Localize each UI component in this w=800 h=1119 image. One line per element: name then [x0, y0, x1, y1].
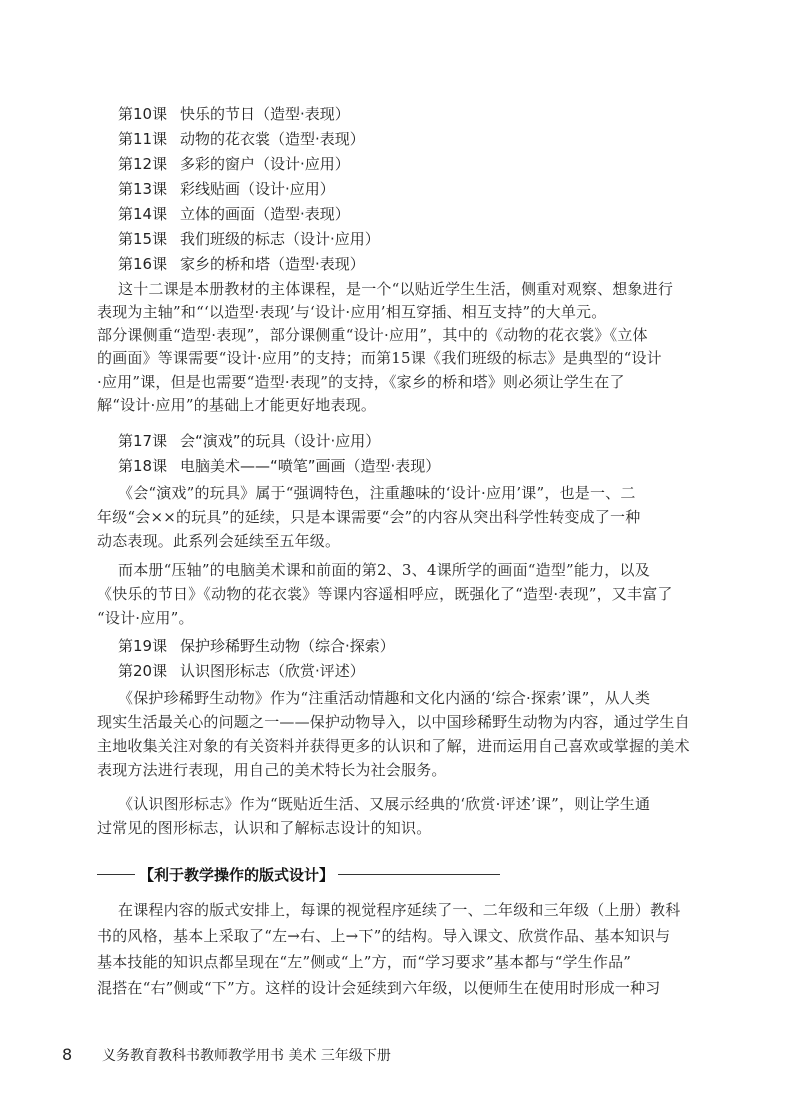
page-footer: [62, 1045, 391, 1065]
page-number: 8: [62, 1045, 73, 1064]
paragraph-line: 混搭在“右”侧或“下”方。这样的设计会延续到六年级，以便师生在使用时形成一种习: [97, 979, 661, 997]
lesson-item: [118, 178, 335, 200]
paragraph-line: 在课程内容的版式安排上，每课的视觉程序延续了一、二年级和三年级（上册）教科: [118, 901, 681, 919]
paragraph-line: 基本技能的知识点都呈现在“左”侧或“上”方，而“学习要求”基本都与“学生作品”: [97, 953, 632, 971]
paragraph-line: 而本册“压轴”的电脑美术课和前面的第2、3、4课所学的画面“造型”能力，以及: [118, 561, 650, 579]
lesson-title: 动物的花衣裳（造型·表现）: [180, 130, 365, 148]
lesson-number: 第10课: [118, 105, 168, 123]
paragraph-line: 表现为主轴”和“‘以造型·表现’与‘设计·应用’相互穿插、相互支持”的大单元。: [97, 303, 607, 321]
lesson-number: 第12课: [118, 155, 168, 173]
lesson-number: 第17课: [118, 432, 168, 450]
lesson-number: 第16课: [118, 255, 168, 273]
paragraph-line: 这十二课是本册教材的主体课程，是一个“以贴近学生生活，侧重对观察、想象进行: [118, 280, 674, 298]
lesson-title: 多彩的窗户（设计·应用）: [180, 155, 350, 173]
lesson-number: 第18课: [118, 457, 168, 475]
lesson-item: [118, 228, 380, 250]
paragraph-line: 部分课侧重“造型·表现”，部分课侧重“设计·应用”，其中的《动物的花衣裳》《立体: [97, 326, 648, 344]
lesson-title: 我们班级的标志（设计·应用）: [180, 230, 380, 248]
paragraph-line: 表现方法进行表现，用自己的美术特长为社会服务。: [97, 761, 447, 779]
paragraph-line: 过常见的图形标志，认识和了解标志设计的知识。: [97, 819, 432, 837]
lesson-item: [118, 153, 350, 175]
section-heading: [97, 862, 697, 886]
lesson-number: 第19课: [118, 637, 168, 655]
paragraph-line: 动态表现。此系列会延续至五年级。: [97, 532, 341, 550]
lesson-title: 家乡的桥和塔（造型·表现）: [180, 255, 365, 273]
paragraph-line: 现实生活最关心的问题之一——保护动物导入，以中国珍稀野生动物为内容，通过学生自: [97, 713, 690, 731]
heading-rule-right: [338, 874, 500, 875]
paragraph-line: “设计·应用”。: [97, 609, 194, 627]
lesson-title: 认识图形标志（欣赏·评述）: [180, 662, 365, 680]
paragraph-line: 年级“会××的玩具”的延续，只是本课需要“会”的内容从突出科学性转变成了一种: [97, 508, 641, 526]
lesson-number: 第13课: [118, 180, 168, 198]
book-title: 义务教育教科书教师教学用书 美术 三年级下册: [102, 1048, 391, 1064]
paragraph-line: 《快乐的节日》《动物的花衣裳》等课内容遥相呼应，既强化了“造型·表现”，又丰富了: [97, 585, 673, 603]
lesson-title: 彩线贴画（设计·应用）: [180, 180, 335, 198]
lesson-item: [118, 430, 380, 452]
lesson-number: 第14课: [118, 205, 168, 223]
paragraph-line: 《保护珍稀野生动物》作为“注重活动情趣和文化内涵的‘综合·探索’课”，从人类: [118, 689, 651, 707]
lesson-item: [118, 660, 365, 682]
lesson-item: [118, 635, 395, 657]
lesson-title: 立体的画面（造型·表现）: [180, 205, 350, 223]
lesson-title: 快乐的节日（造型·表现）: [180, 105, 350, 123]
paragraph-line: 《认识图形标志》作为“既贴近生活、又展示经典的‘欣赏·评述’课”，则让学生通: [118, 795, 651, 813]
lesson-item: [118, 203, 350, 225]
paragraph-line: 主地收集关注对象的有关资料并获得更多的认识和了解，进而运用自己喜欢或掌握的美术: [97, 737, 690, 755]
lesson-number: 第20课: [118, 662, 168, 680]
lesson-title: 保护珍稀野生动物（综合·探索）: [180, 637, 395, 655]
heading-rule-left: [97, 874, 135, 875]
paragraph-line: 解“设计·应用”的基础上才能更好地表现。: [97, 396, 377, 414]
lesson-number: 第15课: [118, 230, 168, 248]
lesson-title: 会“演戏”的玩具（设计·应用）: [180, 432, 381, 450]
lesson-number: 第11课: [118, 130, 168, 148]
lesson-title: 电脑美术——“喷笔”画画（造型·表现）: [180, 457, 441, 475]
section-title: 【利于教学操作的版式设计】: [139, 865, 335, 884]
paragraph-line: ·应用”课，但是也需要“造型·表现”的支持，《家乡的桥和塔》则必须让学生在了: [97, 373, 625, 391]
paragraph-line: 《会“演戏”的玩具》属于“强调特色，注重趣味的‘设计·应用’课”，也是一、二: [118, 484, 636, 502]
paragraph-line: 的画面》等课需要“设计·应用”的支持；而第15课《我们班级的标志》是典型的“设计: [97, 349, 662, 367]
paragraph-line: 书的风格，基本上采取了“左→右、上→下”的结构。导入课文、欣赏作品、基本知识与: [97, 927, 671, 945]
lesson-item: [118, 128, 365, 150]
lesson-item: [118, 253, 365, 275]
lesson-item: [118, 103, 350, 125]
lesson-item: [118, 455, 440, 477]
